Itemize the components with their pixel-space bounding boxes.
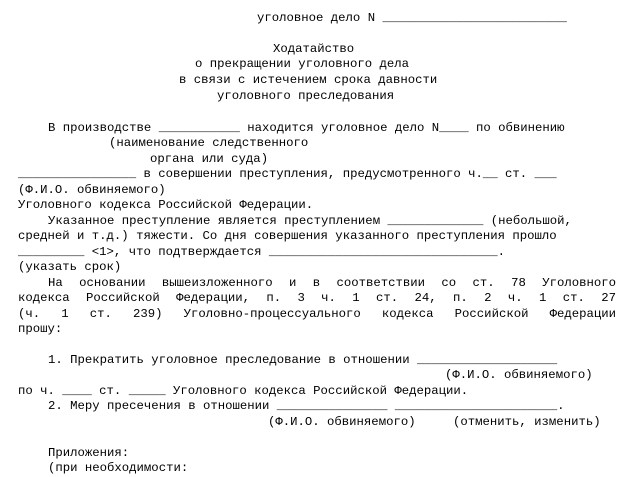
paragraph-crime-article: ________________ в совершении преступления, предусмотренного ч.__ ст. ___ (18, 167, 557, 181)
case-number-line: уголовное дело N _________________________ (257, 11, 567, 25)
hint-accused-name-2: (Ф.И.О. обвиняемого) (445, 368, 593, 382)
request-item-1-cont: по ч. ____ ст. _____ Уголовного кодекса Российской Федерации. (18, 384, 469, 398)
hint-accused-name-3: (Ф.И.О. обвиняемого) (268, 415, 416, 429)
attachments-note: (при необходимости: (48, 461, 189, 475)
document-title: Ходатайство (273, 42, 355, 56)
paragraph-basis-cont-2: (ч. 1 ст. 239) Уголовно-процессуального кодекса Российской Федерации (18, 307, 616, 321)
title-line-3: в связи с истечением срока давности (179, 73, 438, 87)
title-line-4: уголовного преследования (217, 89, 395, 103)
hint-cancel-change: (отменить, изменить) (453, 415, 601, 429)
request-word: прошу: (18, 322, 63, 336)
criminal-code-line: Уголовного кодекса Российской Федерации. (18, 198, 314, 212)
paragraph-severity: Указанное преступление является преступлением _____________ (небольшой, (48, 214, 572, 228)
hint-accused-name: (Ф.И.О. обвиняемого) (18, 183, 166, 197)
paragraph-term: _________ <1>, что подтверждается _______________________________. (18, 245, 506, 259)
request-item-1: 1. Прекратить уголовное преследование в отношении ___________________ (48, 353, 558, 367)
paragraph-severity-cont: средней и т.д.) тяжести. Со дня совершения указанного преступления прошло (18, 229, 557, 243)
attachments-heading: Приложения: (48, 446, 130, 460)
request-item-2: 2. Меру пресечения в отношении _______________ ______________________. (48, 399, 565, 413)
paragraph-basis: На основании вышеизложенного и в соответствии со ст. 78 Уголовного (48, 276, 616, 290)
paragraph-proceedings: В производстве ___________ находится уголовное дело N____ по обвинению (48, 121, 565, 135)
title-line-2: о прекращении уголовного дела (195, 57, 410, 71)
paragraph-basis-cont-1: кодекса Российской Федерации, п. 3 ч. 1 ст. 24, п. 2 ч. 1 ст. 27 (18, 291, 616, 305)
hint-or-court: органа или суда) (150, 152, 269, 166)
hint-investigative-body: (наименование следственного (109, 136, 309, 150)
hint-term: (указать срок) (18, 260, 122, 274)
